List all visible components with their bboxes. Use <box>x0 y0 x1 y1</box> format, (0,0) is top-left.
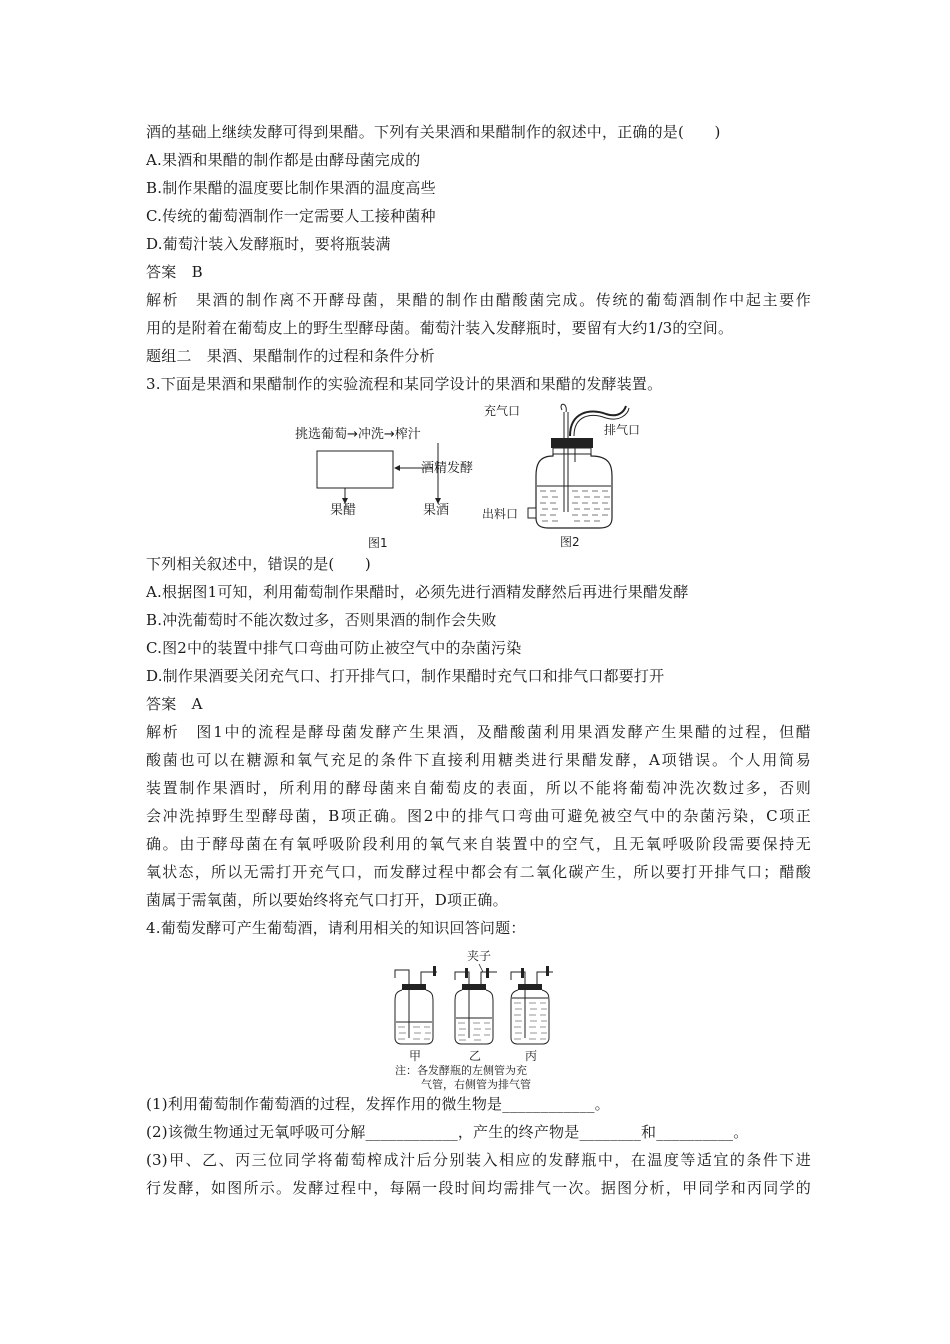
option-d: D.制作果酒要关闭充气口、打开排气口，制作果醋时充气口和排气口都要打开 <box>146 667 665 685</box>
explanation-line: 装置制作果酒时，所利用的酵母菌来自葡萄皮的表面，所以不能将葡萄冲洗次数过多，否则 <box>146 779 811 797</box>
explanation-line: 氧状态，所以无需打开充气口，而发酵过程中都会有二氧化碳产生，所以要打开排气口；醋酸 <box>146 863 811 881</box>
alcohol-fermentation-label: 酒精发酵 <box>421 461 474 476</box>
question-4-part-3-cont: 行发酵，如图所示。发酵过程中，每隔一段时间均需排气一次。据图分析，甲同学和丙同学的 <box>146 1179 811 1197</box>
option-d: D.葡萄汁装入发酵瓶时，要将瓶装满 <box>146 235 391 253</box>
explanation-line: 确。由于酵母菌在有氧呼吸阶段利用的氧气来自装置中的空气，且无氧呼吸阶段需要保持无 <box>146 835 811 853</box>
explanation-line: 会冲洗掉野生型酵母菌，B项正确。图2中的排气口弯曲可避免被空气中的杂菌污染，C项正 <box>146 807 811 825</box>
bottle-yi-label: 乙 <box>469 1049 482 1063</box>
figure-3-note-line-1: 注：各发酵瓶的左侧管为充 <box>395 1064 527 1077</box>
option-a: A.果酒和果醋的制作都是由酵母菌完成的 <box>146 151 421 169</box>
explanation-line: 酸菌也可以在糖源和氧气充足的条件下直接利用糖类进行果醋发酵，A项错误。个人用简易 <box>146 751 811 769</box>
option-b: B.冲洗葡萄时不能次数过多，否则果酒的制作会失败 <box>146 611 497 629</box>
wine-label: 果酒 <box>423 503 450 518</box>
question-3-prompt: 下列相关叙述中，错误的是( ) <box>146 555 371 573</box>
figure-1-flowchart <box>290 410 480 552</box>
answer-line: 答案 A <box>146 695 203 713</box>
question-4-stem: 4.葡萄发酵可产生葡萄酒，请利用相关的知识回答问题： <box>146 919 526 937</box>
bottle-bing-label: 丙 <box>525 1049 538 1063</box>
explanation-line: 解析 图1中的流程是酵母菌发酵产生果酒，及醋酸菌利用果酒发酵产生果醋的过程，但醋 <box>146 723 811 741</box>
question-4-part-2: (2)该微生物通过无氧呼吸可分解____________，产生的终产物是________和__________。 <box>146 1123 749 1141</box>
question-4-part-3: (3)甲、乙、丙三位同学将葡萄榨成汁后分别装入相应的发酵瓶中，在温度等适宜的条件下进 <box>146 1151 811 1169</box>
flow-steps-label: 挑选葡萄→冲洗→榨汁 <box>295 427 421 442</box>
option-c: C.传统的葡萄酒制作一定需要人工接种菌种 <box>146 207 436 225</box>
inlet-label: 充气口 <box>484 404 521 418</box>
explanation-line: 解析 果酒的制作离不开酵母菌，果醋的制作由醋酸菌完成。传统的葡萄酒制作中起主要作 <box>146 291 811 309</box>
vinegar-label: 果醋 <box>330 503 357 518</box>
question-4-part-1: (1)利用葡萄制作葡萄酒的过程，发挥作用的微生物是____________。 <box>146 1095 610 1113</box>
text-line: 酒的基础上继续发酵可得到果醋。下列有关果酒和果醋制作的叙述中，正确的是( ) <box>146 123 721 141</box>
question-3-stem: 3.下面是果酒和果醋制作的实验流程和某同学设计的果酒和果醋的发酵装置。 <box>146 375 663 393</box>
option-b: B.制作果醋的温度要比制作果酒的温度高些 <box>146 179 436 197</box>
figure-1-caption: 图1 <box>368 536 388 550</box>
figure-3-bottles <box>385 946 565 1092</box>
explanation-line: 用的是附着在葡萄皮上的野生型酵母菌。葡萄汁装入发酵瓶时，要留有大约1/3的空间。 <box>146 319 734 337</box>
answer-line: 答案 B <box>146 263 203 281</box>
option-a: A.根据图1可知，利用葡萄制作果醋时，必须先进行酒精发酵然后再进行果醋发酵 <box>146 583 689 601</box>
figure-2-caption: 图2 <box>560 535 580 549</box>
figure-3-note-line-2: 气管，右侧管为排气管 <box>421 1078 531 1091</box>
option-c: C.图2中的装置中排气口弯曲可防止被空气中的杂菌污染 <box>146 639 522 657</box>
figure-2-apparatus <box>478 400 678 552</box>
outlet-label: 排气口 <box>604 423 641 437</box>
clip-label: 夹子 <box>467 949 492 963</box>
section-heading: 题组二 果酒、果醋制作的过程和条件分析 <box>146 347 435 365</box>
bottle-jia-label: 甲 <box>409 1049 422 1063</box>
explanation-line: 菌属于需氧菌，所以要始终将充气口打开，D项正确。 <box>146 891 508 909</box>
blank-box <box>317 451 393 488</box>
discharge-label: 出料口 <box>482 507 519 521</box>
